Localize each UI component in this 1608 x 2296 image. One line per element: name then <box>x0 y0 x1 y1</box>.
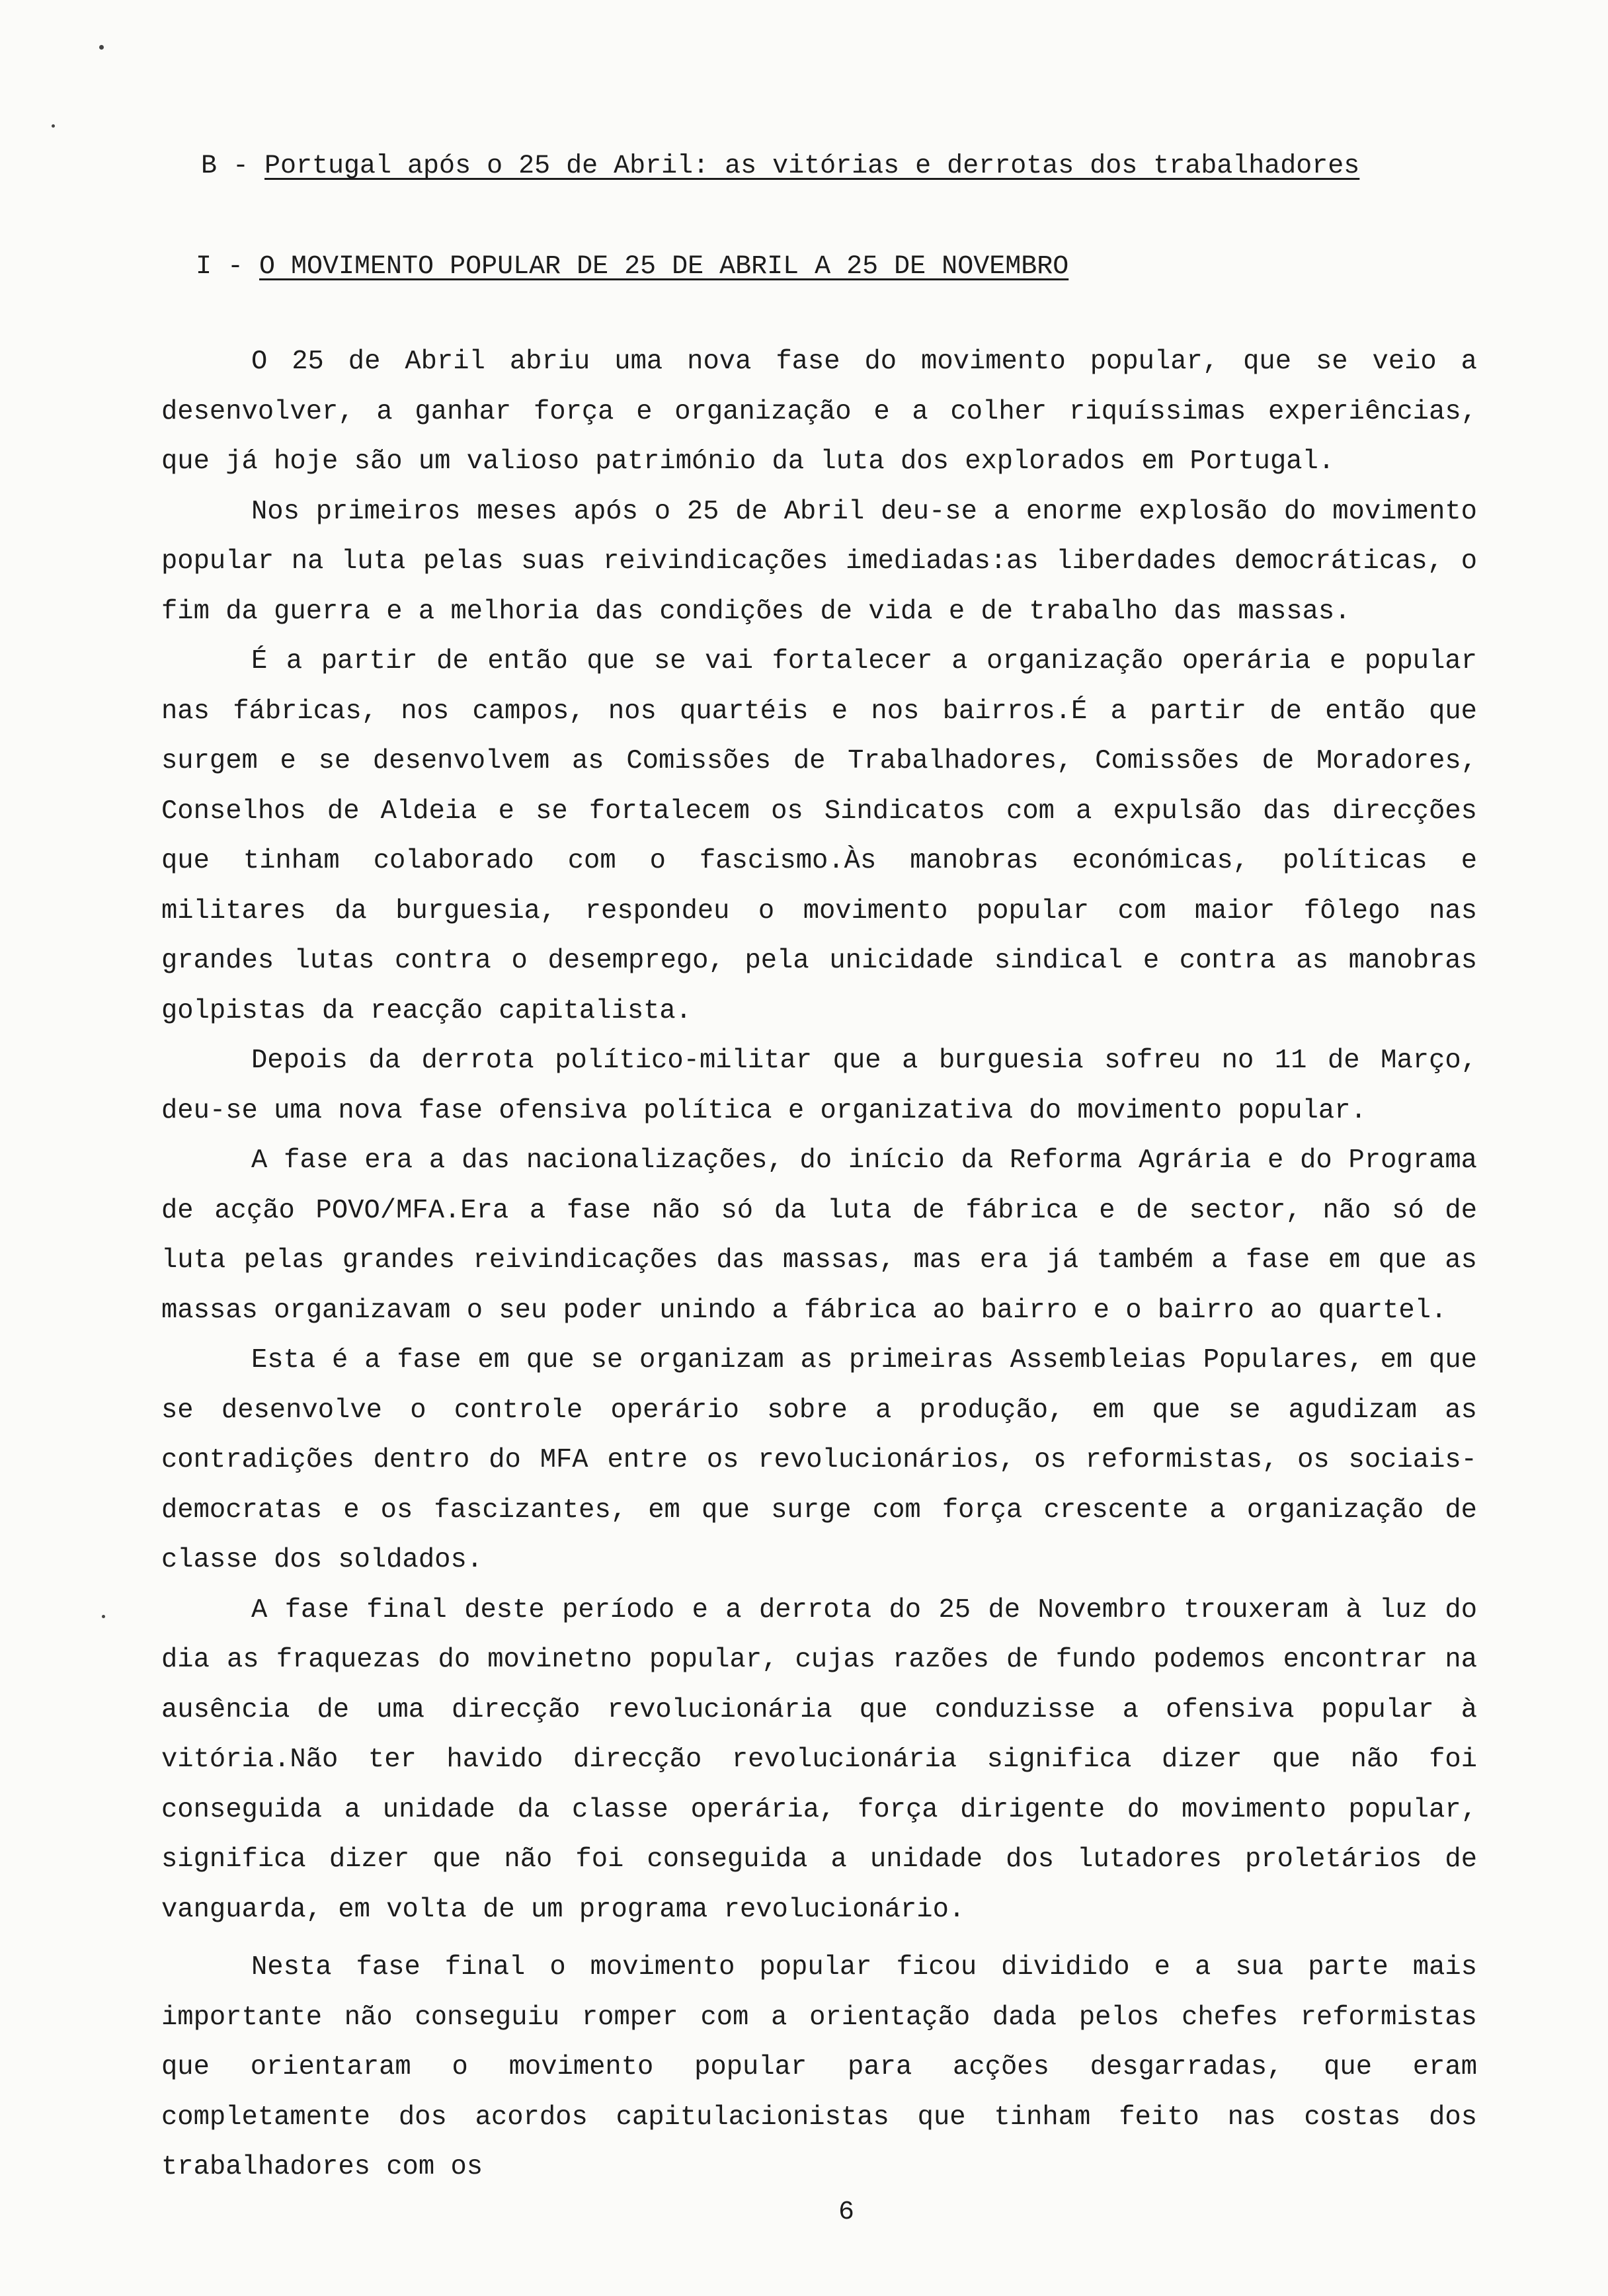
paragraph: É a partir de então que se vai fortalecer a organização operária e popular nas fábricas, nos campos, nos quartéis e nos bairros.É a partir de então que surgem e se desenvolvem as Comissões de Trabalhadores, Comissões de Moradores, Conselhos de Aldeia e se fortalecem os Sindicatos com a expulsão das direcções que tinham colaborado com o fascismo.Às manobras económicas, políticas e militares da burguesia, respondeu o movimento popular com maior fôlego nas grandes lutas contra o desemprego, pela unicidade sindical e contra as manobras golpistas da reacção capitalista. <box>161 646 1477 1026</box>
scan-speck <box>102 1615 105 1618</box>
paragraph: Nos primeiros meses após o 25 de Abril deu-se a enorme explosão do movimento popular na luta pelas suas reivindicações imediadas:as liberdades democráticas, o fim da guerra e a melhoria das condições de vida e de trabalho das massas. <box>161 496 1477 627</box>
paragraph: A fase era a das nacionalizações, do início da Reforma Agrária e do Programa de acção POVO/MFA.Era a fase não só da luta de fábrica e de sector, não só de luta pelas grandes reivindicações das massas, mas era já também a fase em que as massas organizavam o seu poder unindo a fábrica ao bairro e o bairro ao quartel. <box>161 1145 1477 1326</box>
paragraph: O 25 de Abril abriu uma nova fase do movimento popular, que se veio a desenvolver, a ganhar força e organização e a colher riquíssimas experiências, que já hoje são um valioso património da luta dos explorados em Portugal. <box>161 347 1477 477</box>
section-heading <box>201 151 1359 183</box>
scan-speck <box>99 45 104 50</box>
paragraph: Esta é a fase em que se organizam as primeiras Assembleias Populares, em que se desenvolve o controle operário sobre a produção, em que se agudizam as contradições dentro do MFA entre os revolucionários, os reformistas, os sociais-democratas e os fascizantes, em que surge com força crescente a organização de classe dos soldados. <box>161 1345 1477 1575</box>
page-number: 6 <box>838 2197 855 2227</box>
paragraph: Nesta fase final o movimento popular ficou dividido e a sua parte mais importante não conseguiu romper com a orientação dada pelos chefes reformistas que orientaram o movimento popular para acções desgarradas, que eram completamente dos acordos capitulacionistas que tinham feito nas costas dos trabalhadores com os <box>161 1952 1477 2182</box>
section-heading-title: Portugal após o 25 de Abril: as vitórias e derrotas dos trabalhadores <box>264 151 1360 181</box>
body-text <box>161 337 1477 2193</box>
section-heading-prefix: B - <box>201 151 265 181</box>
chapter-heading <box>196 251 1068 283</box>
paragraph: A fase final deste período e a derrota do 25 de Novembro trouxeram à luz do dia as fraquezas do movinetno popular, cujas razões de fundo podemos encontrar na ausência de uma direcção revolucionária que conduzisse a ofensiva popular à vitória.Não ter havido direcção revolucionária significa dizer que não foi conseguida a unidade da classe operária, força dirigente do movimento popular, significa dizer que não foi conseguida a unidade dos lutadores proletários de vanguarda, em volta de um programa revolucionário. <box>161 1594 1477 1925</box>
scan-speck <box>52 124 55 128</box>
paragraph: Depois da derrota político-militar que a burguesia sofreu no 11 de Março, deu-se uma nova fase ofensiva política e organizativa do movimento popular. <box>161 1046 1477 1126</box>
chapter-heading-title: O MOVIMENTO POPULAR DE 25 DE ABRIL A 25 DE NOVEMBRO <box>259 252 1069 282</box>
chapter-heading-prefix: I - <box>196 252 260 282</box>
